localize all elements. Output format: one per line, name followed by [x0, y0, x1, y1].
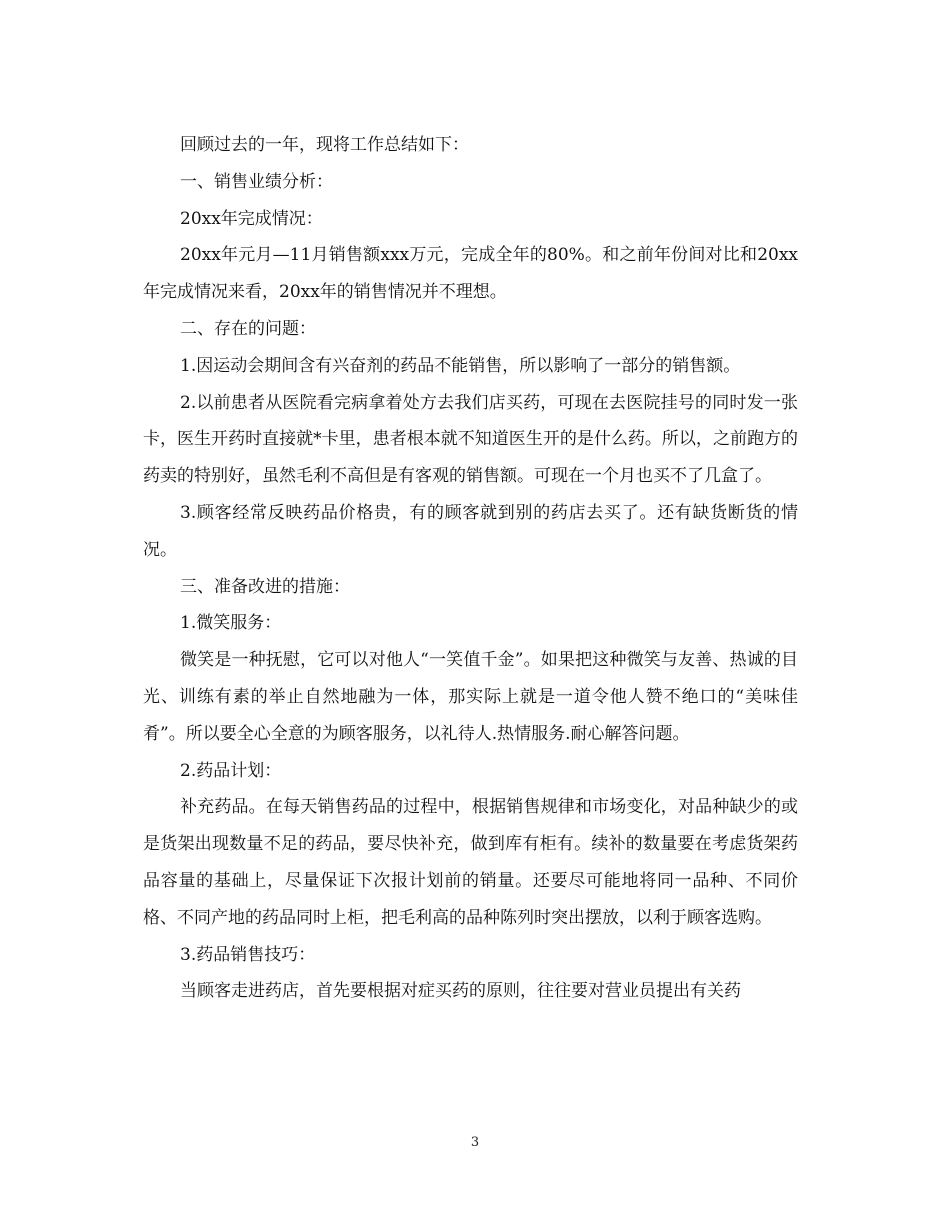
paragraph-drug-plan: 补充药品。在每天销售药品的过程中，根据销售规律和市场变化，对品种缺少的或是货架出现数量不足的药品，要尽快补充，做到库有柜有。续补的数量要在考虑货架药品容量的基础上，尽量保证下次报计划前的销量。还要尽可能地将同一品种、不同价格、不同产地的药品同时上柜，把毛利高的品种陈列时突出摆放，以利于顾客选购。: [143, 797, 798, 928]
paragraph-smile-service: 微笑是一种抚慰，它可以对他人“一笑值千金”。如果把这种微笑与友善、热诚的目光、训练有素的举止自然地融为一体，那实际上就是一道令他人赞不绝口的“美味佳肴”。所以要全心全意的为顾客服务，以礼待人.热情服务.耐心解答问题。: [143, 650, 798, 744]
problem-item-3: 3.顾客经常反映药品价格贵，有的顾客就到别的药店去买了。还有缺货断货的情况。: [143, 502, 798, 560]
subheading-completion: 20xx年完成情况：: [180, 208, 323, 229]
paragraph-sales-figures: 20xx年元月—11月销售额xxx万元，完成全年的80%。和之前年份间对比和20xx年完成情况来看，20xx年的销售情况并不理想。: [143, 245, 798, 303]
paragraph-intro: 回顾过去的一年，现将工作总结如下：: [180, 135, 469, 155]
subheading-smile-service: 1.微笑服务：: [180, 613, 282, 634]
subheading-drug-plan: 2.药品计划：: [180, 760, 282, 781]
subheading-sales-skills: 3.药品销售技巧：: [180, 944, 316, 965]
heading-sales-analysis: 一、销售业绩分析：: [180, 171, 333, 192]
page-number: 3: [470, 1135, 480, 1150]
problem-item-1: 1.因运动会期间含有兴奋剂的药品不能销售，所以影响了一部分的销售额。: [180, 355, 741, 376]
paragraph-sales-skills: 当顾客走进药店，首先要根据对症买药的原则，往往要对营业员提出有关药: [180, 981, 741, 1002]
heading-improvements: 三、准备改进的措施：: [180, 576, 350, 597]
heading-problems: 二、存在的问题：: [180, 318, 316, 339]
body-text: [143, 127, 798, 1010]
problem-item-2: 2.以前患者从医院看完病拿着处方去我们店买药，可现在去医院挂号的同时发一张卡，医生开药时直接就*卡里，患者根本就不知道医生开的是什么药。所以，之前跑方的药卖的特别好，虽然毛利不高但是有客观的销售额。可现在一个月也买不了几盒了。: [143, 392, 798, 487]
